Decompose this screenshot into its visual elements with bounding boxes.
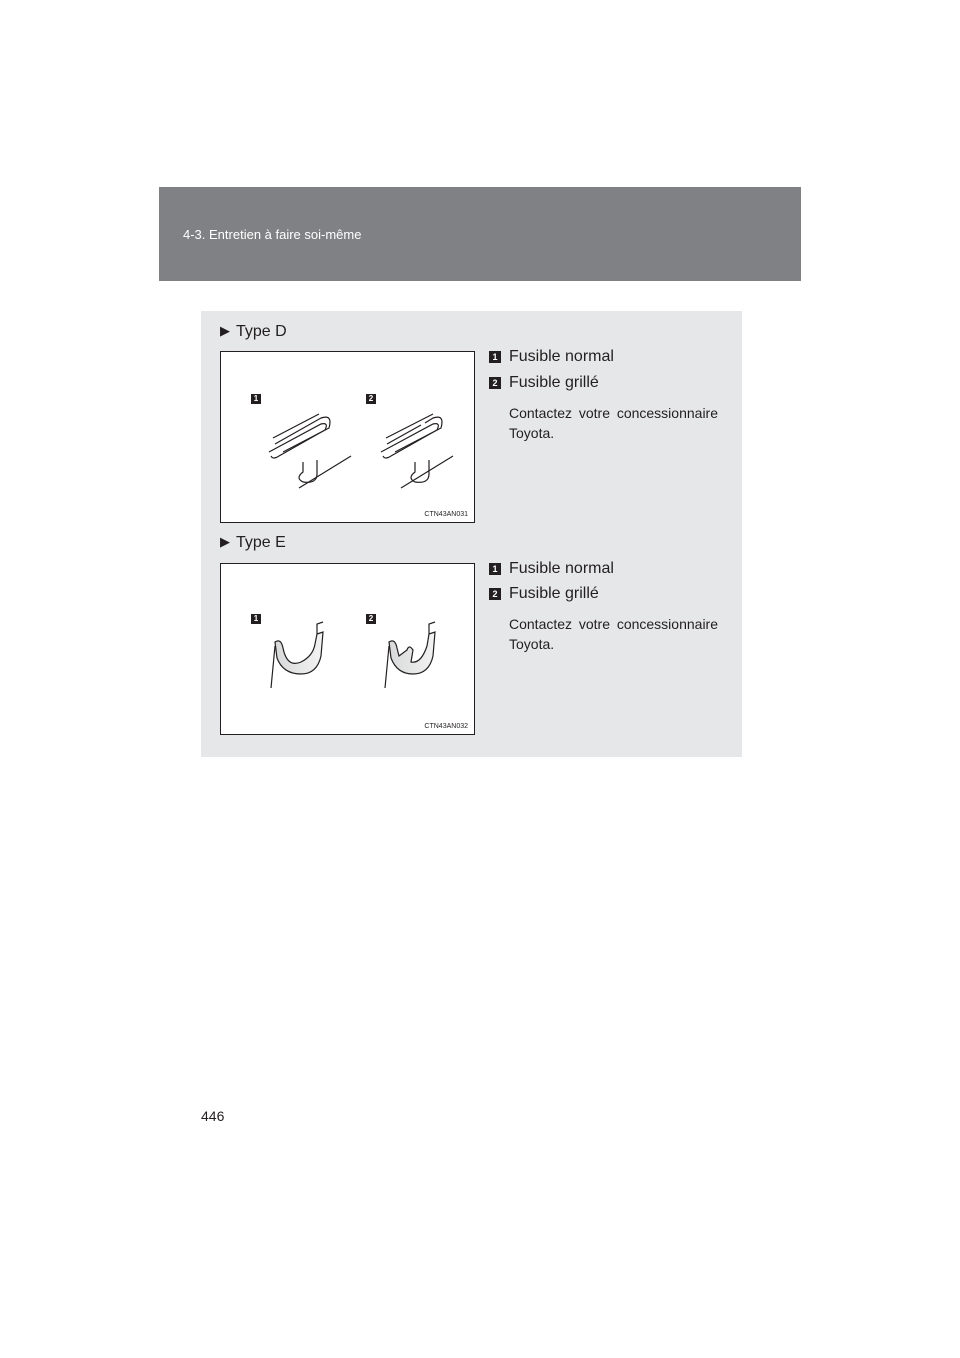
list-item-label: Fusible normal xyxy=(509,348,614,365)
number-badge: 1 xyxy=(489,351,501,363)
figure-badge-1: 1 xyxy=(251,394,261,404)
dealer-note: Contactez votre concessionnaire Toyota. xyxy=(509,616,718,652)
number-badge: 1 xyxy=(489,563,501,575)
list-item-blown-fuse xyxy=(489,374,599,392)
figure-badge-1: 1 xyxy=(251,614,261,624)
chapter-header-bar xyxy=(159,187,801,281)
figure-code: CTN43AN031 xyxy=(424,511,468,518)
figure-code: CTN43AN032 xyxy=(424,723,468,730)
figure-badge-2: 2 xyxy=(366,614,376,624)
triangle-bullet-icon: ▶ xyxy=(220,534,230,549)
fuse-type-e-illustration xyxy=(221,564,474,734)
list-item-normal-fuse xyxy=(489,560,614,578)
chapter-title: 4-3. Entretien à faire soi-même xyxy=(183,227,362,242)
triangle-bullet-icon: ▶ xyxy=(220,323,230,338)
dealer-note: Contactez votre concessionnaire Toyota. xyxy=(509,405,718,441)
list-item-label: Fusible normal xyxy=(509,560,614,577)
info-panel xyxy=(201,311,742,757)
section-title-type-e: ▶ Type E xyxy=(220,534,286,551)
fuse-type-d-illustration xyxy=(221,352,474,522)
list-item-normal-fuse xyxy=(489,348,614,366)
number-badge: 2 xyxy=(489,588,501,600)
number-badge: 2 xyxy=(489,377,501,389)
list-item-label: Fusible grillé xyxy=(509,374,599,391)
section-title-type-d: ▶ Type D xyxy=(220,323,287,340)
list-item-label: Fusible grillé xyxy=(509,585,599,602)
figure-type-e xyxy=(220,563,475,735)
figure-type-d xyxy=(220,351,475,523)
list-item-blown-fuse xyxy=(489,585,599,603)
page-number: 446 xyxy=(201,1108,225,1124)
figure-badge-2: 2 xyxy=(366,394,376,404)
